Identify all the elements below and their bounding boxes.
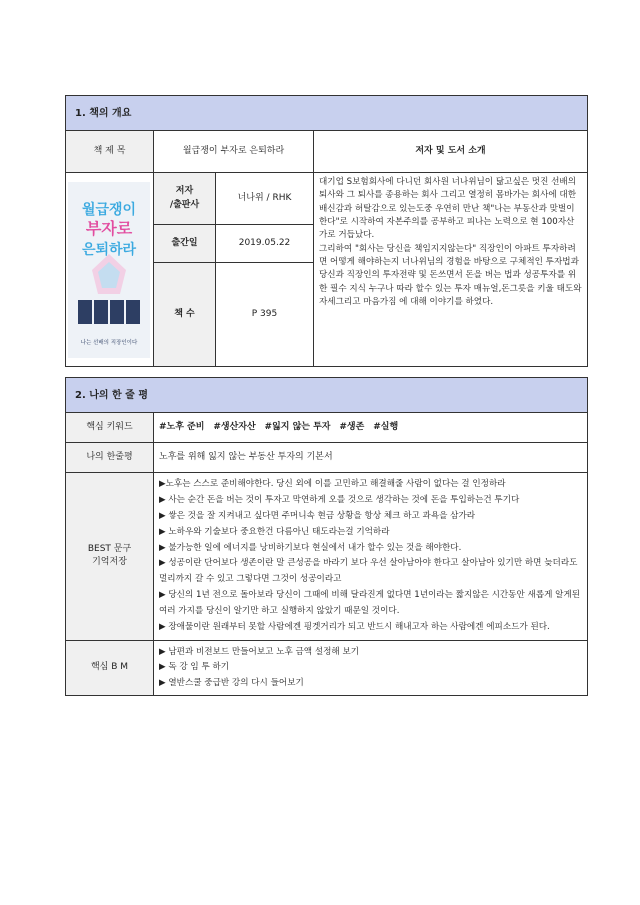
author-label: 저자 /출판사 (154, 173, 216, 225)
intro-paragraph: 그리하여 "회사는 당신을 책임지지않는다" 직장인이 아파트 투자하려면 어떻게 해야하는지 너나위님의 경험을 바탕으로 구체적인 투자법과 당신과 직장인의 투자전략 및 돈쓰면서 돈을 버는 법과 성공투자를 위한 필수 지식 누구나 따라 할수 있는 투자 매뉴얼,돈그릇을 키울 태도와 자세그리고 마음가짐 에 대해 이야기를 하였다. (319, 243, 582, 307)
oneline-value: 노후를 위해 잃지 않는 부동산 투자의 기본서 (154, 443, 588, 473)
best-item: ▶ 쌓은 것을 잘 지켜내고 싶다면 주머니속 현금 상황을 항상 체크 하고 과욕을 삼가라 (159, 510, 476, 521)
best-item: ▶ 노하우와 기술보다 중요한건 다름아닌 태도라는걸 기억하라 (159, 526, 390, 537)
bm-list (154, 640, 588, 695)
best-item: ▶ 성공이란 단어보다 생존이란 말 큰성공을 바라기 보다 우선 살아남아야 한다고 살아남아 있기만 하면 늦더라도 멀리까지 갈 수 있고 그렇다면 그것이 성공이라고 (159, 558, 578, 585)
cover-line2: 부자로 (85, 218, 133, 238)
keyword-item: #잃지 않는 투자 (264, 421, 331, 432)
keyword-item: #생산자산 (213, 421, 256, 432)
title-value: 월급쟁이 부자로 은퇴하라 (154, 131, 314, 173)
book-overview-table (65, 95, 588, 367)
best-item: ▶ 사는 순간 돈을 버는 것이 투자고 막연하게 오를 것으로 생각하는 것에 돈을 투입하는건 투기다 (159, 494, 520, 505)
review-table (65, 377, 588, 696)
bm-item: ▶ 열반스쿨 중급반 강의 다시 들어보기 (159, 677, 304, 688)
section2-header: 2. 나의 한 줄 평 (66, 378, 588, 413)
intro-header: 저자 및 도서 소개 (314, 131, 588, 173)
author-value: 너나위 / RHK (216, 173, 314, 225)
bm-item: ▶ 남편과 비전보드 만들어보고 노후 금액 설정해 보기 (159, 646, 360, 657)
oneline-label: 나의 한줄평 (66, 443, 154, 473)
title-label: 책 제 목 (66, 131, 154, 173)
intro-text (314, 173, 588, 367)
cover-bottom: 나는 선배의 직장인이다 (80, 339, 138, 346)
date-value: 2019.05.22 (216, 225, 314, 263)
best-quotes (154, 473, 588, 641)
best-item: ▶노후는 스스로 준비해야한다. 당신 외에 이를 고민하고 해결해줄 사람이 없다는 걸 인정하라 (159, 479, 506, 489)
cover-line1: 월급쟁이 (81, 201, 137, 218)
best-item: ▶ 불가능한 일에 에너지를 낭비하기보다 현실에서 내가 할수 있는 것을 해야한다. (159, 542, 462, 553)
pages-value: P 395 (216, 263, 314, 367)
section1-header: 1. 책의 개요 (66, 96, 588, 131)
intro-paragraph: 대기업 S보험회사에 다니던 회사원 너나위님이 닮고싶은 멋진 선배의 퇴사와 그 퇴사를 종용하는 회사 그리고 열정히 몸바가는 회사에 대한 배신감과 허탈감으로 있는도중 우연히 만난 책"나는 부동산과 맞벌이한다"로 시작하여 자본주의를 공부하고 피나는 노력으로 현 100자산가로 거듭났다. (319, 177, 577, 241)
best-item: ▶ 당신의 1년 전으로 돌아보라 당신이 그때에 비해 달라진게 없다면 1년이라는 짧지않은 시간동안 새롭게 알게된 여러 가지를 당신이 알기만 하고 실행하지 않았기 때문일 것이다. (159, 590, 581, 617)
date-label: 출간일 (154, 225, 216, 263)
bm-item: ▶ 독 강 임 투 하기 (159, 662, 230, 673)
keyword-item: #생존 (339, 421, 365, 432)
keyword-label: 핵심 키워드 (66, 413, 154, 443)
book-cover-image (68, 182, 150, 358)
best-item: ▶ 장애물이란 원래부터 못할 사람에겐 핑겟거리가 되고 반드시 해내고자 하는 사람에겐 에피소드가 된다. (159, 622, 550, 633)
book-cover (66, 173, 154, 367)
keyword-item: #노후 준비 (159, 421, 205, 432)
keyword-list (154, 413, 588, 443)
pages-label: 책 수 (154, 263, 216, 367)
cover-line3: 은퇴하라 (81, 241, 137, 258)
keyword-item: #실행 (373, 421, 399, 432)
best-label: BEST 문구 기억저장 (66, 473, 154, 641)
bm-label: 핵심 B M (66, 640, 154, 695)
